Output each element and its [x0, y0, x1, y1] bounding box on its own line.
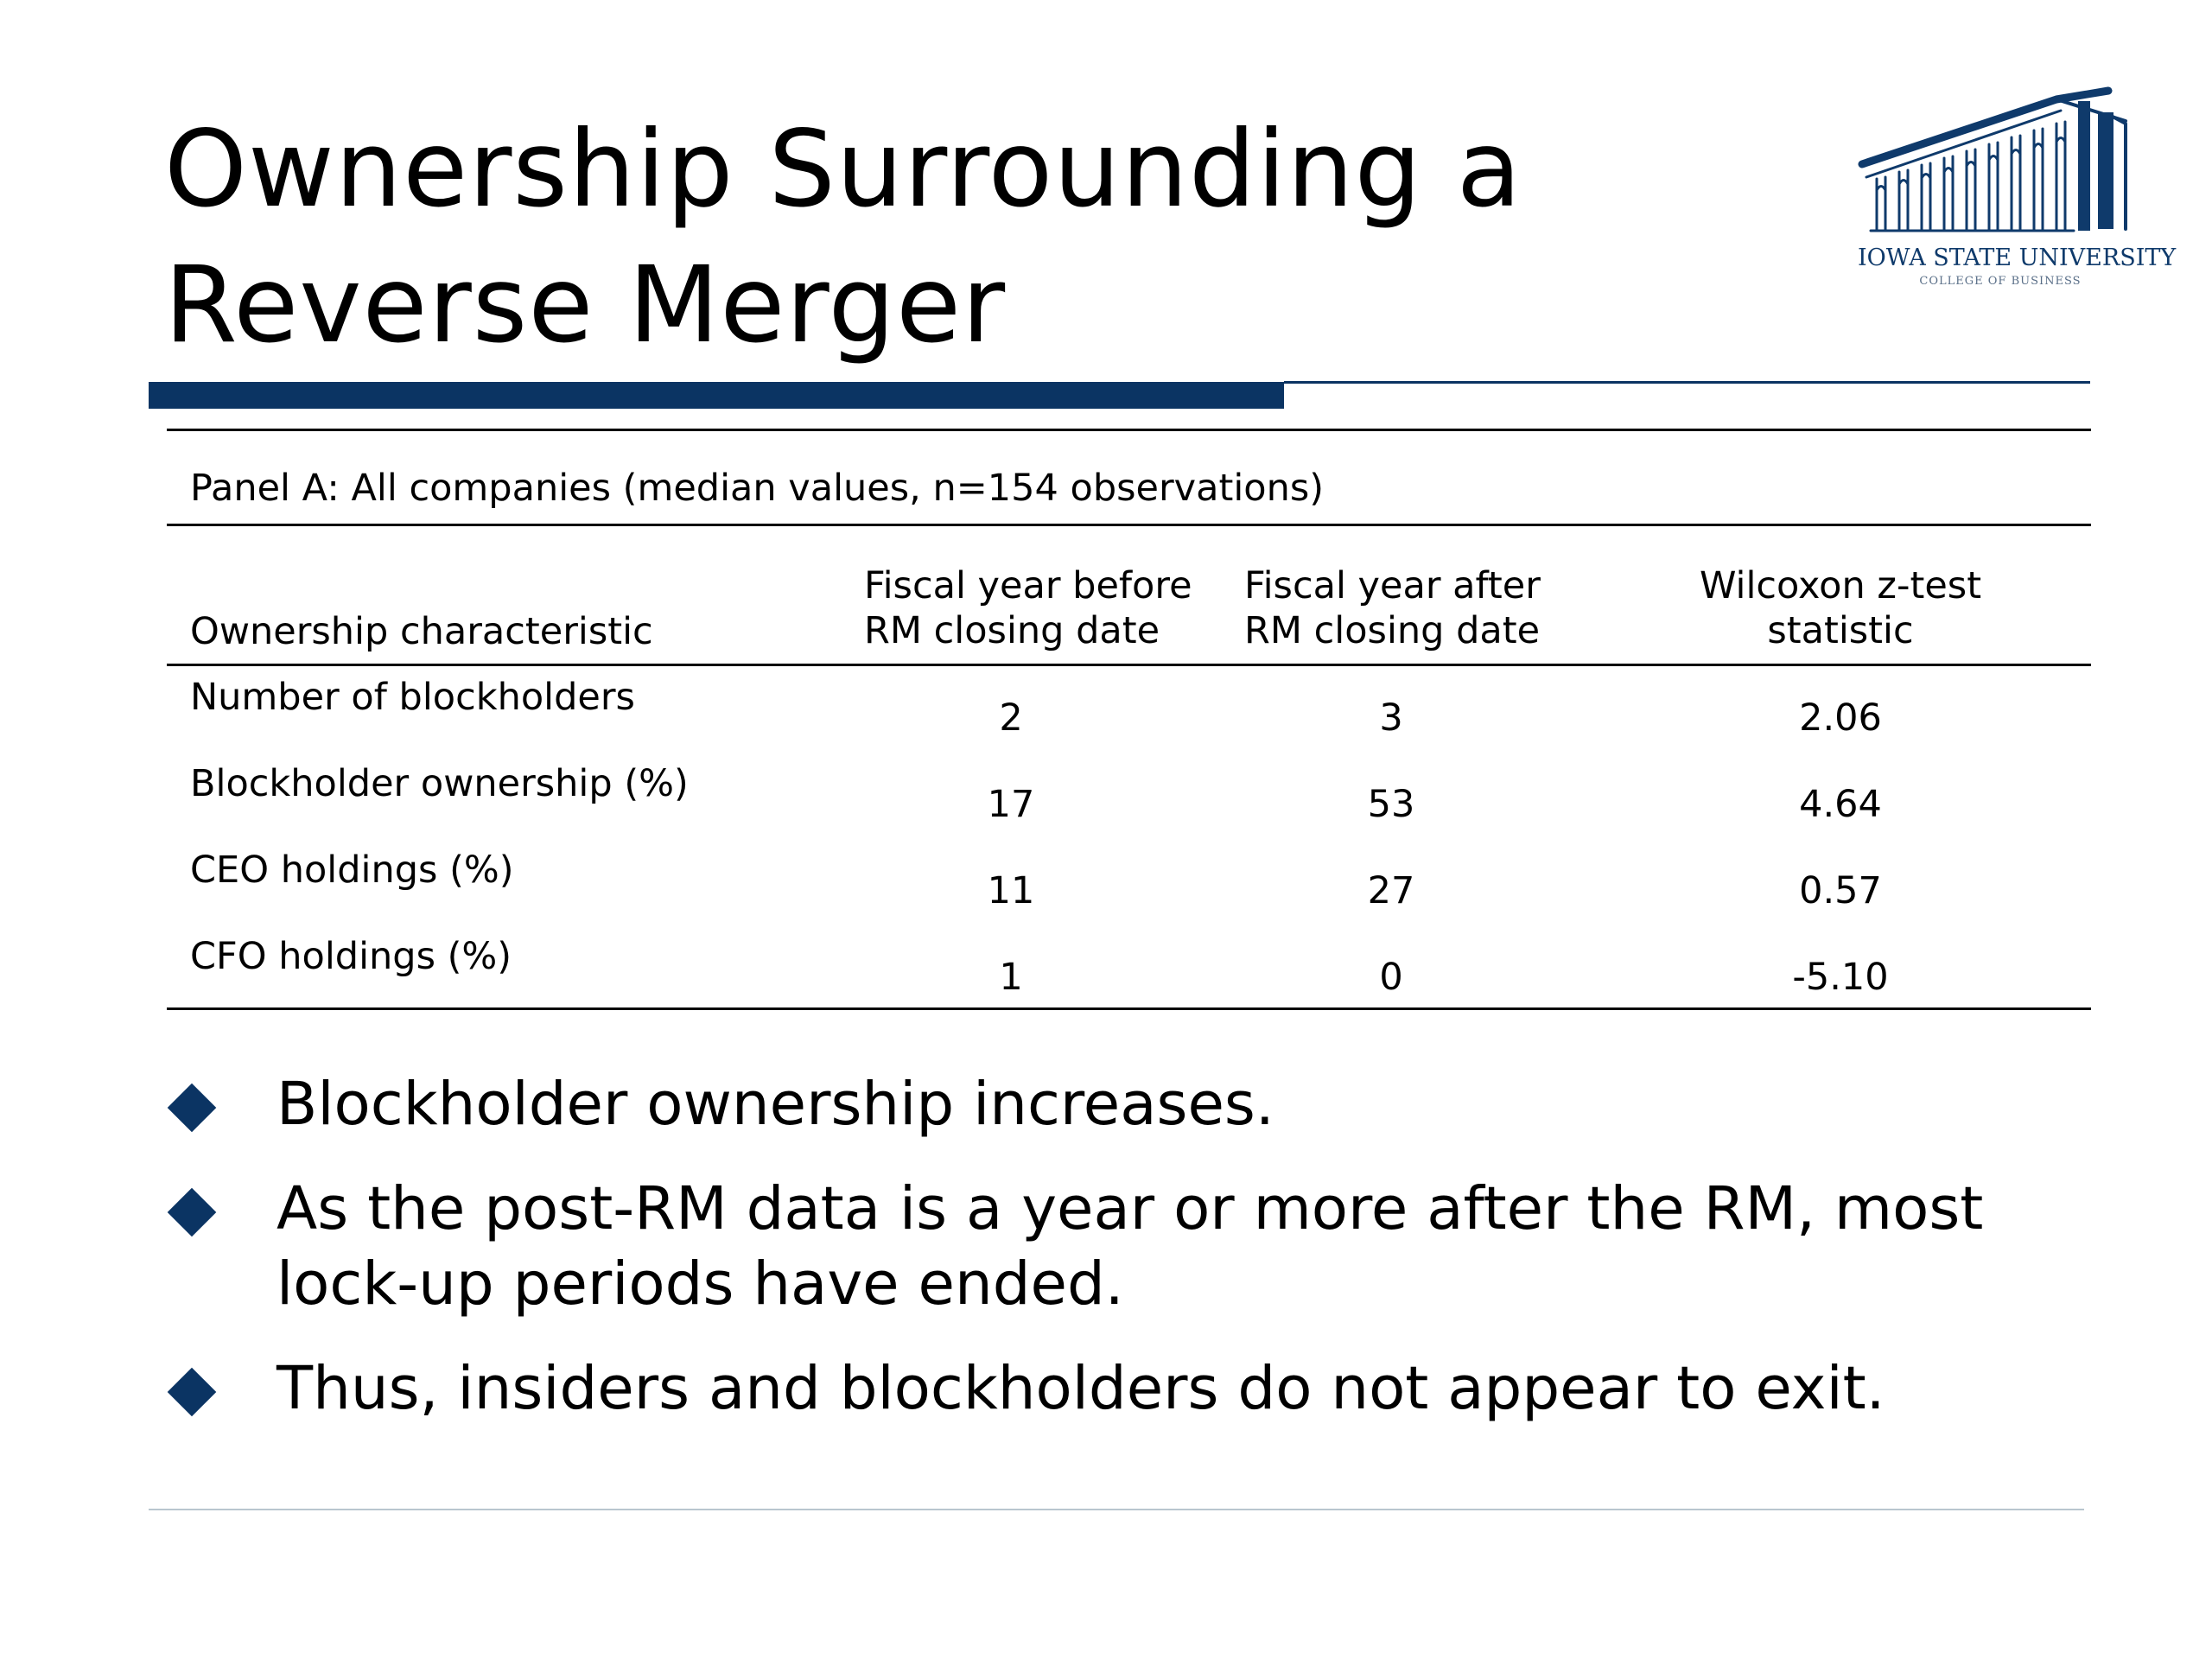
header-stat-line-2: statistic	[1767, 609, 1914, 652]
table-panel-caption: Panel A: All companies (median values, n=154 observations)	[190, 467, 1325, 510]
cell-statistic: 0.57	[1799, 869, 1882, 912]
slide-title	[164, 102, 1806, 373]
diamond-bullet-icon	[168, 1188, 217, 1237]
cell-before: 17	[987, 783, 1035, 826]
row-label-ceo-holdings: CEO holdings (%)	[190, 849, 514, 892]
row-label-blockholder-ownership: Blockholder ownership (%)	[190, 762, 689, 805]
diamond-bullet-icon	[168, 1368, 217, 1417]
header-before-line-1: Fiscal year before	[864, 564, 1192, 607]
title-divider-thick	[149, 382, 1284, 409]
table-bottom-rule	[167, 1007, 2091, 1010]
footer-divider	[149, 1509, 2084, 1510]
cell-statistic: -5.10	[1792, 956, 1889, 999]
cell-statistic: 2.06	[1799, 696, 1882, 740]
cell-before: 1	[999, 956, 1023, 999]
header-fiscal-year-before	[864, 563, 1192, 653]
header-after-line-2: RM closing date	[1244, 609, 1541, 652]
bullet-text: As the post-RM data is a year or more after the RM, most lock-up periods have ended.	[276, 1174, 1984, 1319]
bullet-item	[164, 1351, 2091, 1427]
bullet-text: Thus, insiders and blockholders do not appear to exit.	[276, 1354, 1885, 1423]
cell-after: 53	[1367, 783, 1415, 826]
bullet-text: Blockholder ownership increases.	[276, 1070, 1274, 1139]
title-divider-thin	[1284, 381, 2090, 384]
cell-statistic: 4.64	[1799, 783, 1882, 826]
table-header-rule	[167, 664, 2091, 666]
slide-title-line-2: Reverse Merger	[164, 244, 1007, 366]
cell-before: 2	[999, 696, 1023, 740]
header-before-line-2: RM closing date	[864, 609, 1160, 652]
cell-after: 3	[1379, 696, 1403, 740]
cell-before: 11	[987, 869, 1035, 912]
building-columns-icon	[1858, 82, 2143, 242]
header-fiscal-year-after	[1244, 563, 1541, 653]
cell-after: 0	[1379, 956, 1403, 999]
header-stat-line-1: Wilcoxon z-test	[1699, 564, 1982, 607]
logo-university-name: IOWA STATE UNIVERSITY	[1858, 245, 2177, 271]
slide-title-line-1: Ownership Surrounding a	[164, 108, 1522, 231]
row-label-number-of-blockholders: Number of blockholders	[190, 676, 635, 719]
table-top-rule	[167, 429, 2091, 431]
row-label-cfo-holdings: CFO holdings (%)	[190, 935, 512, 978]
header-wilcoxon-statistic	[1659, 563, 2022, 653]
header-after-line-1: Fiscal year after	[1244, 564, 1541, 607]
university-logo	[1858, 82, 2177, 298]
cell-after: 27	[1367, 869, 1415, 912]
bullet-item	[164, 1172, 2091, 1322]
logo-college-name: COLLEGE OF BUSINESS	[1919, 275, 2082, 288]
diamond-bullet-icon	[168, 1084, 217, 1133]
header-ownership-characteristic: Ownership characteristic	[190, 610, 653, 653]
bullet-item	[164, 1067, 2091, 1142]
bullet-list	[164, 1067, 2091, 1456]
table-caption-rule	[167, 524, 2091, 526]
